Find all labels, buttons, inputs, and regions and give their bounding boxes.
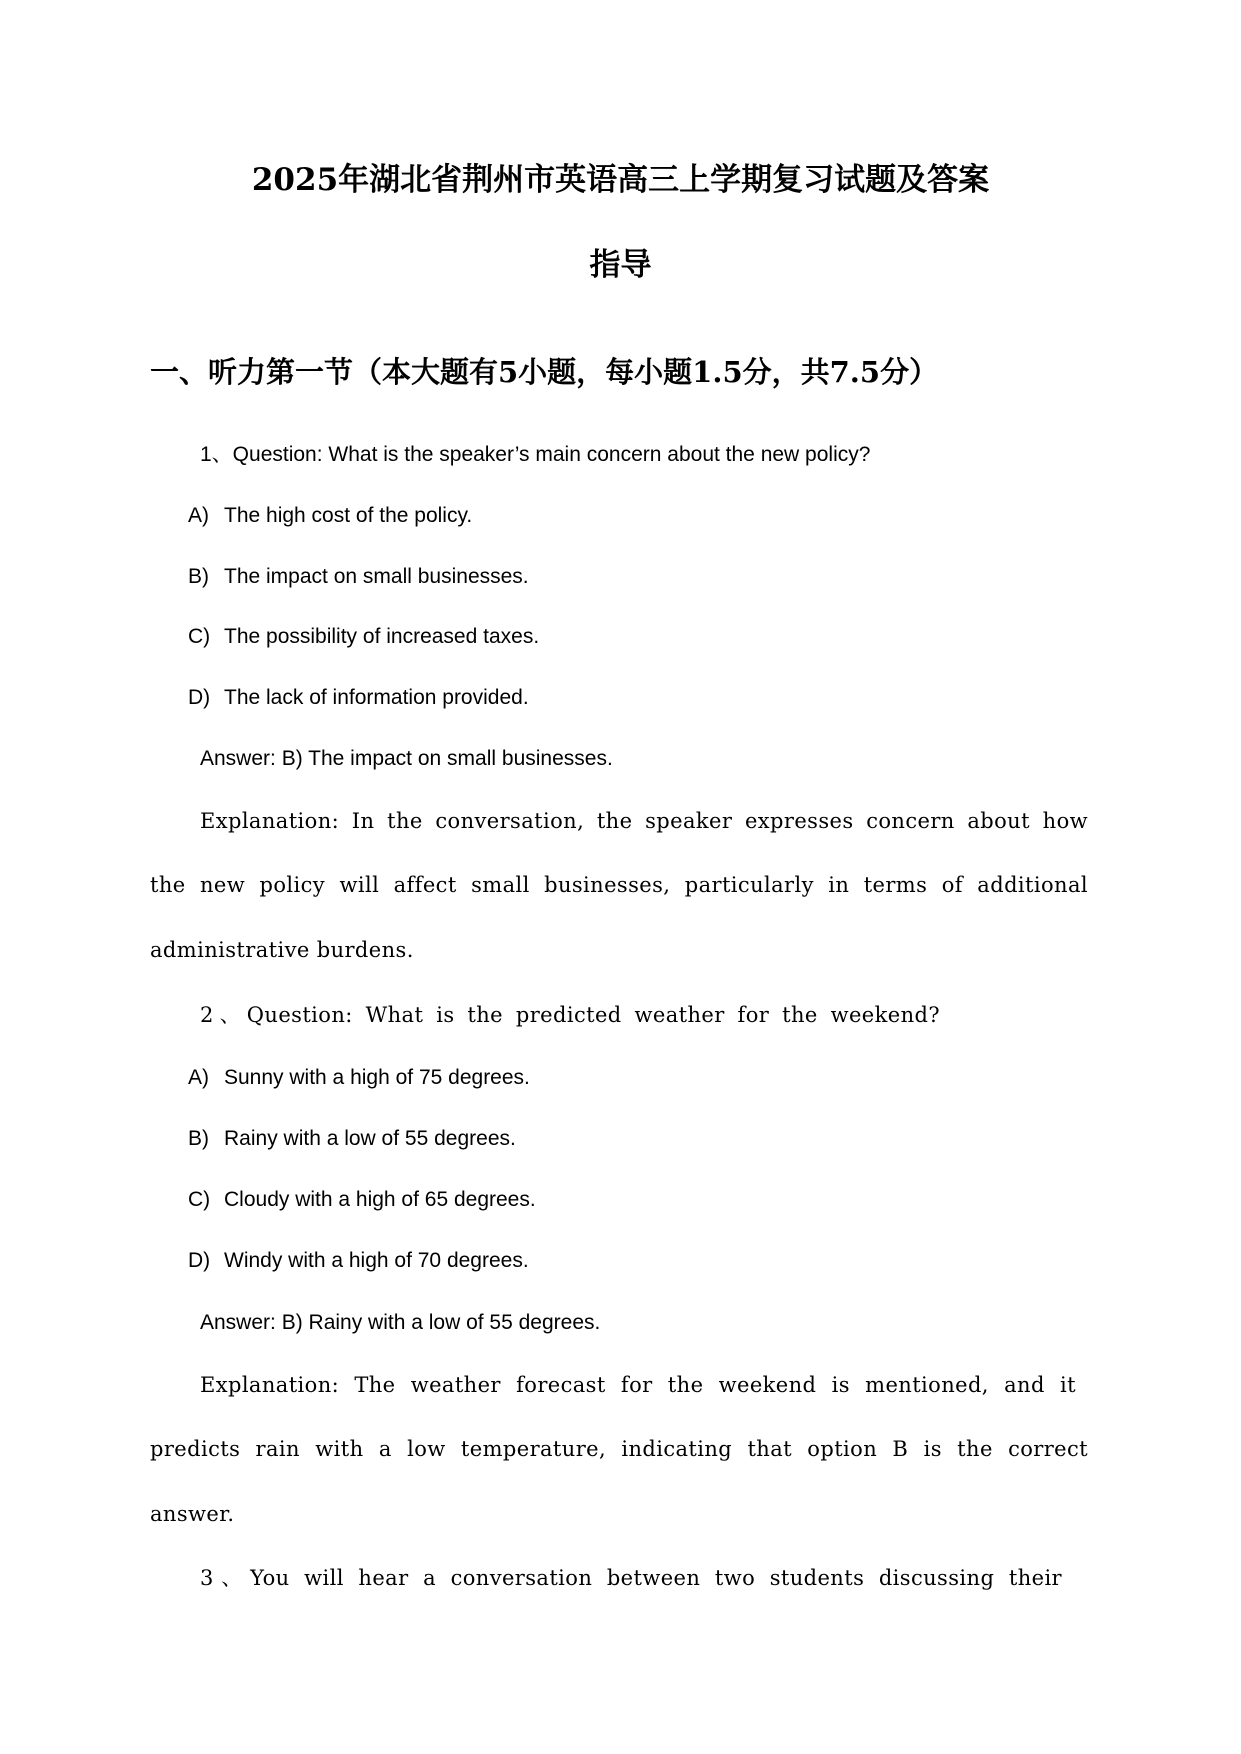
option-c <box>188 622 539 652</box>
option-text: The possibility of increased taxes. <box>224 625 540 648</box>
explanation-line: the new policy will affect small businesses, particularly in terms of additional <box>150 873 1088 897</box>
option-letter: A) <box>188 504 209 527</box>
option-c <box>188 1185 536 1215</box>
option-text: Cloudy with a high of 65 degrees. <box>224 1188 536 1211</box>
option-text: Sunny with a high of 75 degrees. <box>224 1066 530 1089</box>
document-title: 2025年湖北省荆州市英语高三上学期复习试题及答案 <box>251 162 990 198</box>
option-letter: C) <box>188 625 211 648</box>
answer-text: Answer: B) Rainy with a low of 55 degrees. <box>200 1311 601 1334</box>
option-letter: C) <box>188 1188 211 1211</box>
option-text: Rainy with a low of 55 degrees. <box>224 1127 516 1150</box>
option-letter: D) <box>188 686 211 709</box>
document-title-continued: 指导 <box>589 247 652 283</box>
option-text: The high cost of the policy. <box>224 504 473 527</box>
option-text: The lack of information provided. <box>224 686 529 709</box>
explanation-line: Explanation: The weather forecast for the weekend is mentioned, and it <box>200 1373 1076 1397</box>
question-text: 1、Question: What is the speaker’s main concern about the new policy? <box>200 443 871 466</box>
option-a <box>188 1063 530 1093</box>
question-text: 3、You will hear a conversation between two students discussing their <box>200 1566 1062 1590</box>
option-text: Windy with a high of 70 degrees. <box>224 1249 529 1272</box>
answer-text: Answer: B) The impact on small businesses. <box>200 747 613 770</box>
explanation-line: administrative burdens. <box>150 938 414 962</box>
explanation-line: answer. <box>150 1502 235 1526</box>
question-text: 2、Question: What is the predicted weather for the weekend? <box>200 1003 940 1027</box>
option-b <box>188 562 529 592</box>
option-d <box>188 1246 529 1276</box>
option-letter: B) <box>188 565 209 588</box>
section-heading: 一、听力第一节（本大题有5小题，每小题1.5分，共7.5分） <box>150 355 939 389</box>
option-letter: D) <box>188 1249 211 1272</box>
option-text: The impact on small businesses. <box>224 565 529 588</box>
option-b <box>188 1124 516 1154</box>
option-a <box>188 501 472 531</box>
explanation-line: predicts rain with a low temperature, indicating that option B is the correct <box>150 1437 1088 1461</box>
option-d <box>188 683 529 713</box>
option-letter: B) <box>188 1127 209 1150</box>
explanation-line: Explanation: In the conversation, the speaker expresses concern about how <box>200 809 1088 833</box>
option-letter: A) <box>188 1066 209 1089</box>
